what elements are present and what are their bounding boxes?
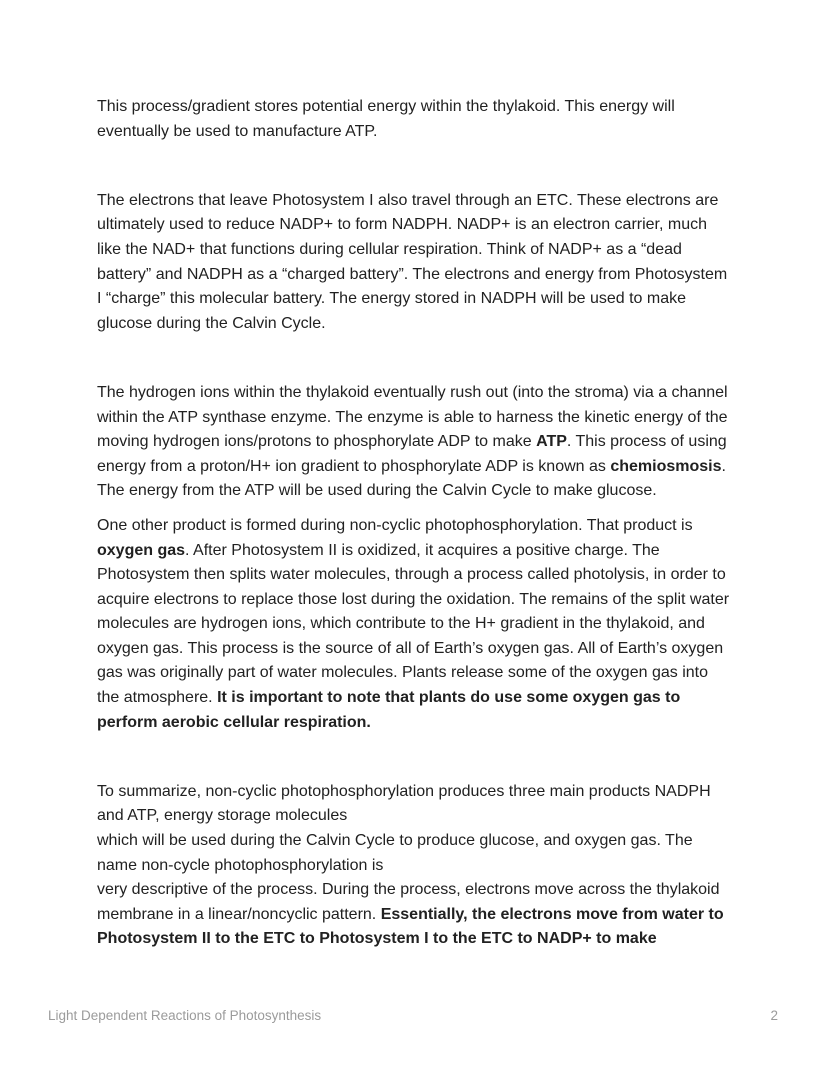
blank-line — [97, 154, 731, 179]
paragraph-3 — [97, 381, 731, 504]
paragraph-5-run: which will be used during the Calvin Cycle to produce glucose, and oxygen gas. The name non-cycle photophosphorylation is — [97, 832, 693, 874]
paragraph-5-run: To summarize, non-cyclic photophosphorylation produces three main products NADPH and ATP, energy storage molecules — [97, 782, 711, 825]
paragraph-3-run: . This process of using energy from a proton/H+ ion gradient to phosphorylate ADP is known as — [97, 433, 727, 475]
paragraph-4-run: . After Photosystem II is oxidized, it acquires a positive charge. The Photosystem then splits water molecules, through a process called photolysis, in order to acquire electrons to replace those lost during the oxidation. The remains of the split water molecules are hydrogen ions, which contribute to the H+ gradient in the thylakoid, and oxygen gas. This process is the source of all of Earth’s oxygen gas. All of Earth’s oxygen gas was originally part of water molecules. Plants release some of the oxygen gas into the atmosphere. — [97, 541, 730, 707]
footer-page-number: 2 — [770, 1008, 778, 1023]
paragraph-3-run: . The energy from the ATP will be used during the Calvin Cycle to make glucose. — [97, 457, 726, 500]
blank-line — [97, 346, 731, 371]
paragraph-3-bold-run: ATP — [536, 433, 567, 451]
paragraph-4 — [97, 514, 731, 735]
paragraph-3-bold-run: chemiosmosis — [610, 457, 722, 475]
footer-title: Light Dependent Reactions of Photosynthesis — [48, 1008, 322, 1023]
paragraph-1-text: This process/gradient stores potential energy within the thylakoid. This energy will eventually be used to manufacture ATP. — [97, 98, 675, 140]
document-body — [97, 95, 731, 962]
paragraph-5-run: very descriptive of the process. During the process, electrons move across the thylakoid membrane in a linear/noncyclic pattern. — [97, 881, 720, 923]
paragraph-1 — [97, 95, 731, 144]
paragraph-5 — [97, 780, 731, 952]
page-footer — [48, 1006, 778, 1026]
blank-line — [97, 745, 731, 770]
paragraph-3-run: The hydrogen ions within the thylakoid eventually rush out (into the stroma) via a channel within the ATP synthase enzyme. The enzyme is able to harness the kinetic energy of the moving hydrogen ions/protons to phosphorylate ADP to make — [97, 383, 728, 451]
paragraph-4-bold-run: It is important to note that plants do use some oxygen gas to perform aerobic cellular respiration. — [97, 689, 681, 731]
paragraph-4-bold-run: oxygen gas — [97, 541, 186, 559]
paragraph-5-bold-run: Essentially, the electrons move from water to Photosystem II to the ETC to Photosystem I to the ETC to NADP+ to make — [97, 905, 724, 948]
paragraph-2 — [97, 189, 731, 337]
paragraph-4-run: One other product is formed during non-cyclic photophosphorylation. That product is — [97, 516, 693, 534]
paragraph-2-text: The electrons that leave Photosystem I also travel through an ETC. These electrons are ultimately used to reduce NADP+ to form NADPH. NADP+ is an electron carrier, much like the NAD+ that functions during cellular respiration. Think of NADP+ as a “dead battery” and NADPH as a “charged battery”. The electrons and energy from Photosystem I “charge” this molecular battery. The energy stored in NADPH will be used to make glucose during the Calvin Cycle. — [97, 191, 728, 332]
